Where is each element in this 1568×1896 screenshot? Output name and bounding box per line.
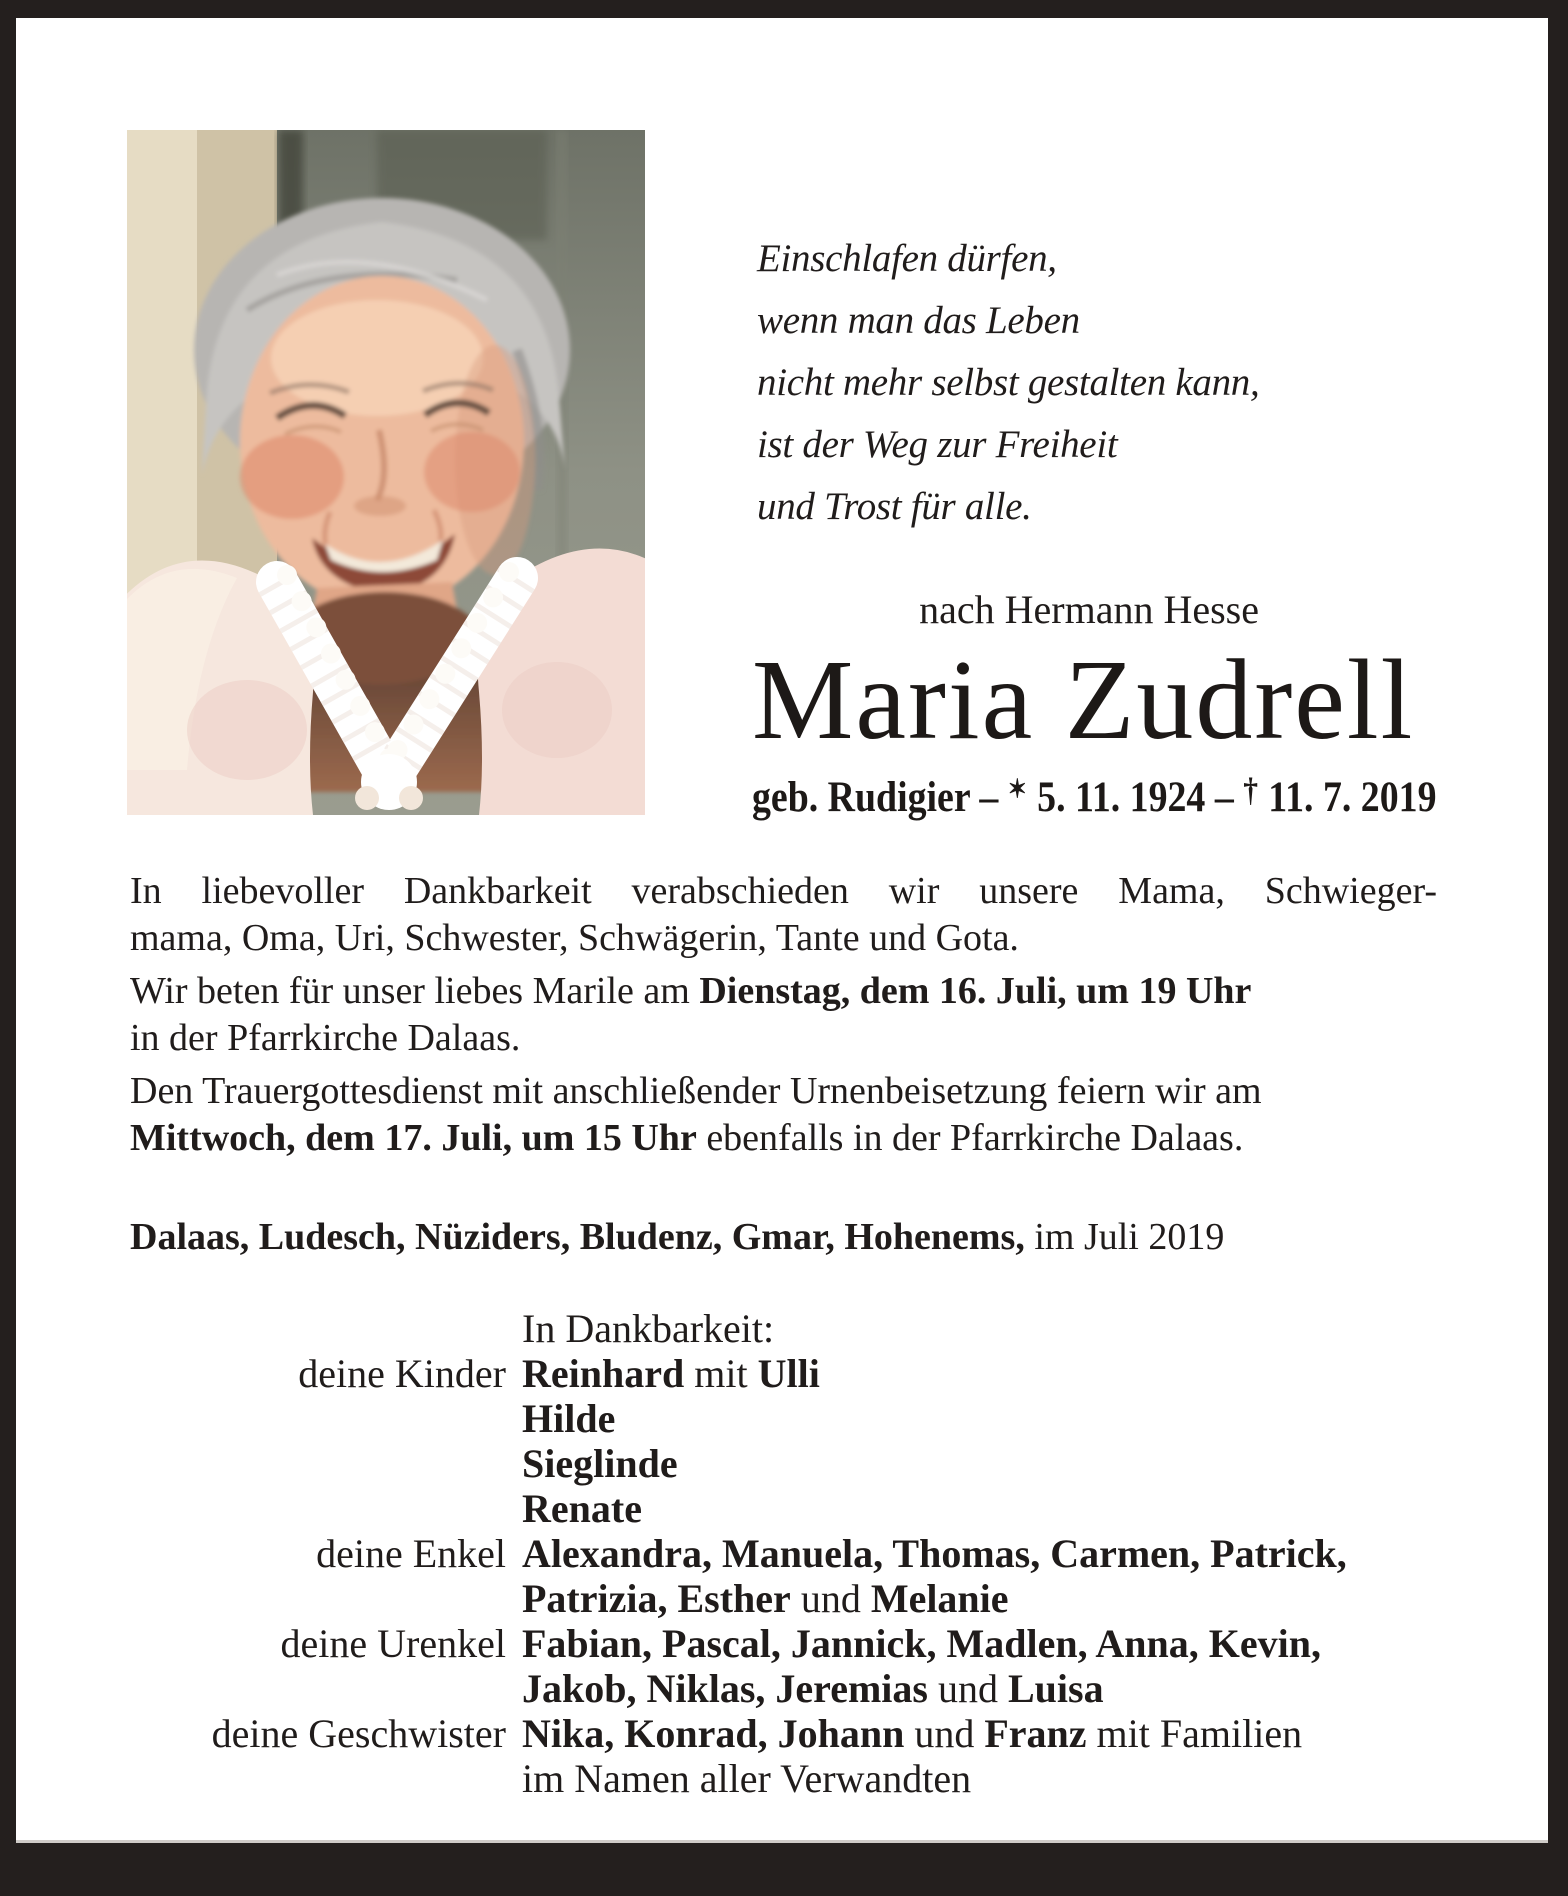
farewell-paragraph: [130, 868, 1437, 962]
family-name: Hilde: [522, 1396, 616, 1441]
portrait-photo-illustration: [127, 130, 645, 815]
quote-line: ist der Weg zur Freiheit: [757, 423, 1118, 466]
family-row-names: [522, 1396, 1437, 1441]
cities-dateline: [130, 1214, 1437, 1261]
family-row-names: [522, 1531, 1437, 1576]
family-row-label: [130, 1486, 506, 1531]
quote-line: nicht mehr selbst gestalten kann,: [757, 361, 1260, 404]
text-line: [130, 1015, 1437, 1062]
text-line: [130, 868, 1437, 915]
family-row-label: deine Geschwister: [211, 1711, 506, 1756]
family-row-label: [130, 1396, 506, 1441]
text-run: mama, Oma, Uri, Schwester, Schwägerin, Tante und Gota.: [130, 917, 1019, 959]
family-row-label: [130, 1306, 506, 1351]
birth-death-line: [752, 772, 1437, 822]
family-list: [130, 1306, 1437, 1801]
maiden-name: geb. Rudigier –: [752, 774, 1008, 822]
text-run: mit: [684, 1351, 758, 1396]
family-row-names: [522, 1441, 1437, 1486]
quote-line: Einschlafen dürfen,: [757, 237, 1057, 280]
text-run: Den Trauergottesdienst mit anschließender Urnenbeisetzung feiern wir am: [130, 1070, 1262, 1112]
funeral-date: Mittwoch, dem 17. Juli, um 15 Uhr: [130, 1117, 697, 1159]
text-run: und: [790, 1576, 871, 1621]
family-row-names: [522, 1711, 1437, 1756]
family-row-label: [130, 1441, 506, 1486]
family-name: Luisa: [1007, 1666, 1104, 1711]
family-name: Renate: [522, 1486, 642, 1531]
quote-line: und Trost für alle.: [757, 485, 1032, 528]
gratitude-heading: In Dankbarkeit:: [522, 1306, 775, 1351]
memorial-quote: [757, 228, 1259, 538]
family-row-names: [522, 1666, 1437, 1711]
prayer-paragraph: [130, 968, 1437, 1062]
portrait-photo: [127, 130, 645, 815]
family-row-names: [522, 1756, 1437, 1801]
text-line: [130, 968, 1437, 1015]
dateline-date: im Juli 2019: [1024, 1216, 1225, 1258]
deceased-name: Maria Zudrell: [752, 636, 1415, 763]
text-run: ebenfalls in der Pfarrkirche Dalaas.: [696, 1117, 1244, 1159]
announcement-text: [130, 868, 1437, 1261]
text-line: [130, 915, 1437, 962]
text-line: [130, 1068, 1437, 1115]
family-row-label: deine Urenkel: [280, 1621, 506, 1666]
death-cross-icon: †: [1243, 772, 1259, 809]
family-name: Jakob, Niklas, Jeremias: [522, 1666, 928, 1711]
family-row-label: [130, 1576, 506, 1621]
text-run: im Namen aller Verwandten: [522, 1756, 972, 1801]
quote-line: wenn man das Leben: [757, 299, 1080, 342]
family-row-names: [522, 1576, 1437, 1621]
text-run: in der Pfarrkirche Dalaas.: [130, 1017, 521, 1059]
family-row-names: [522, 1621, 1437, 1666]
family-name: Ulli: [757, 1351, 820, 1396]
family-name: Melanie: [870, 1576, 1009, 1621]
family-name: Patrizia, Esther: [522, 1576, 791, 1621]
family-name: Alexandra, Manuela, Thomas, Carmen, Patrick,: [522, 1531, 1347, 1576]
family-name: Sieglinde: [522, 1441, 678, 1486]
birth-star-icon: ✶: [1007, 774, 1028, 804]
family-row-names: [522, 1351, 1437, 1396]
family-row-label: [130, 1666, 506, 1711]
family-name: Franz: [984, 1711, 1087, 1756]
family-name: Reinhard: [522, 1351, 685, 1396]
date-separator: –: [1205, 774, 1244, 822]
quote-attribution: nach Hermann Hesse: [919, 587, 1259, 632]
text-run: und: [904, 1711, 985, 1756]
text-line: [130, 1115, 1437, 1162]
family-row-label: [130, 1756, 506, 1801]
family-row-label: deine Enkel: [316, 1531, 506, 1576]
family-row-label: deine Kinder: [298, 1351, 506, 1396]
prayer-date: Dienstag, dem 16. Juli, um 19 Uhr: [699, 970, 1252, 1012]
text-run: Wir beten für unser liebes Marile am: [130, 970, 700, 1012]
birth-date: 5. 11. 1924: [1037, 774, 1206, 822]
text-run: In liebevoller Dankbarkeit verabschieden wir unsere Mama, Schwieger-: [130, 870, 1437, 912]
family-row-names: [522, 1486, 1437, 1531]
family-name: Fabian, Pascal, Jannick, Madlen, Anna, Kevin,: [522, 1621, 1322, 1666]
text-run: und: [927, 1666, 1008, 1711]
funeral-paragraph: [130, 1068, 1437, 1162]
family-name: Nika, Konrad, Johann: [522, 1711, 905, 1756]
cities-list: Dalaas, Ludesch, Nüziders, Bludenz, Gmar, Hohenems,: [130, 1216, 1025, 1258]
death-date: 11. 7. 2019: [1268, 774, 1437, 822]
text-run: mit Familien: [1086, 1711, 1303, 1756]
